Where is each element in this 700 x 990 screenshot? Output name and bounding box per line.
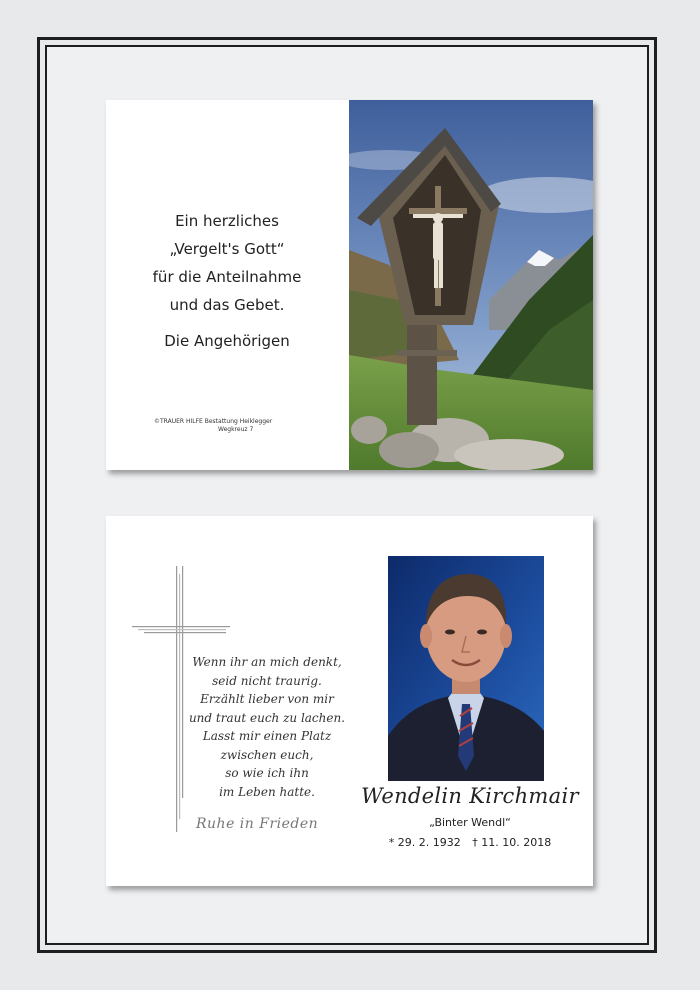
thanks-line: für die Anteilnahme	[152, 268, 302, 286]
signature: Die Angehörigen	[164, 332, 290, 350]
nickname: „Binter Wendl“	[429, 816, 511, 829]
poem-line: und traut euch zu lachen.	[188, 710, 346, 725]
poem-line: zwischen euch,	[220, 747, 314, 762]
poem	[172, 653, 362, 801]
deceased-name: Wendelin Kirchmair	[361, 784, 579, 808]
wayside-cross-photo	[349, 100, 593, 470]
thanks-text	[106, 207, 348, 355]
poem-line: Erzählt lieber von mir	[200, 692, 334, 706]
thanks-line: „Vergelt's Gott“	[169, 240, 285, 258]
imprint-line: Wegkreuz 7	[218, 426, 254, 433]
thanks-line: Ein herzliches	[175, 212, 279, 230]
birth-date: * 29. 2. 1932	[388, 836, 461, 849]
closing-text: Ruhe in Frieden	[196, 816, 319, 832]
poem-line: Lasst mir einen Platz	[202, 729, 332, 743]
poem-line: im Leben hatte.	[219, 784, 315, 799]
imprint	[154, 418, 354, 434]
poem-line: seid nicht traurig.	[212, 673, 322, 688]
life-dates	[352, 836, 588, 849]
thank-you-card	[106, 100, 593, 470]
death-date: † 11. 10. 2018	[472, 836, 552, 849]
memorial-card	[106, 516, 593, 886]
poem-line: Wenn ihr an mich denkt,	[192, 655, 342, 669]
portrait-photo	[388, 556, 544, 781]
imprint-line: ©TRAUER HILFE Bestattung Heiklegger	[154, 418, 273, 425]
thanks-line: und das Gebet.	[169, 296, 285, 314]
poem-line: so wie ich ihn	[225, 766, 309, 780]
